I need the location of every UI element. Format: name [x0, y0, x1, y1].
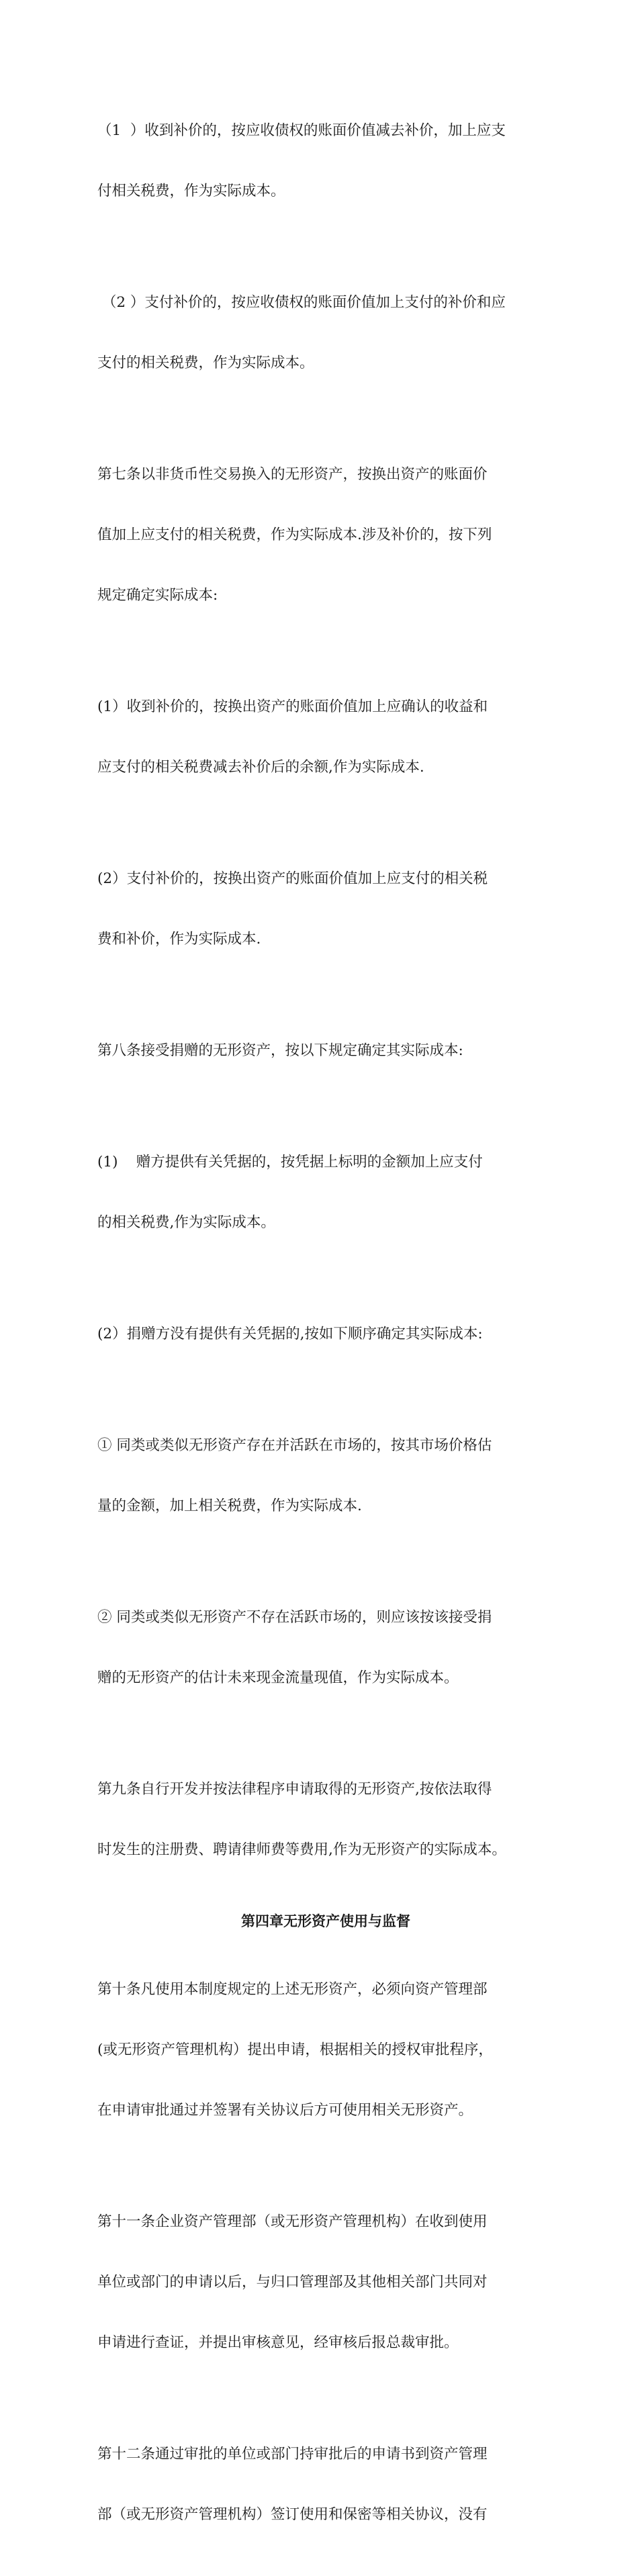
text-line: 第十一条企业资产管理部（或无形资产管理机构）在收到使用 [97, 2213, 488, 2230]
paragraph-8-item-1 [97, 1112, 554, 1273]
paragraph-article-7 [97, 424, 554, 646]
text-line: (2）支付补价的，按换出资产的账面价值加上应支付的相关税 [97, 870, 488, 887]
text-line: 在申请审批通过并签署有关协议后方可使用相关无形资产。 [97, 2102, 473, 2119]
text-line: 应支付的相关税费减去补价后的余额,作为实际成本. [97, 759, 424, 776]
paragraph-1 [97, 81, 554, 242]
text-line: ① 同类或类似无形资产存在并活跃在市场的，按其市场价格估 [97, 1437, 492, 1454]
paragraph-8-subitem-1 [97, 1395, 554, 1557]
text-line: 量的金额，加上相关税费，作为实际成本. [97, 1498, 362, 1514]
paragraph-article-12 [97, 2404, 554, 2565]
text-line: 第十条凡使用本制度规定的上述无形资产，必须向资产管理部 [97, 1981, 488, 1998]
text-line: 费和补价，作为实际成本. [97, 931, 261, 948]
text-line: ② 同类或类似无形资产不存在活跃市场的，则应该按该接受捐 [97, 1609, 492, 1626]
text-line: 值加上应支付的相关税费，作为实际成本.涉及补价的，按下列 [97, 526, 492, 543]
text-line: 的相关税费,作为实际成本。 [97, 1214, 275, 1231]
text-line: 第十二条通过审批的单位或部门持审批后的申请书到资产管理 [97, 2446, 488, 2463]
text-line: （2 ）支付补价的，按应收债权的账面价值加上支付的补价和应 [97, 294, 506, 311]
text-line: 赠的无形资产的估计未来现金流量现值，作为实际成本。 [97, 1669, 459, 1686]
text-line: 时发生的注册费、聘请律师费等费用,作为无形资产的实际成本。 [97, 1841, 506, 1858]
text-line: 第八条接受捐赠的无形资产，按以下规定确定其实际成本: [97, 1042, 463, 1059]
text-line: （1 ）收到补价的，按应收债权的账面价值减去补价，加上应支 [97, 122, 506, 139]
text-line: 申请进行查证，并提出审核意见，经审核后报总裁审批。 [97, 2334, 459, 2351]
text-line: (1) 赠方提供有关凭据的，按凭据上标明的金额加上应支付 [97, 1154, 483, 1170]
text-line: (或无形资产管理机构）提出申请，根据相关的授权审批程序， [97, 2041, 493, 2058]
chapter-heading: 第四章无形资产使用与监督 [241, 1913, 410, 1929]
text-line: 支付的相关税费，作为实际成本。 [97, 355, 314, 371]
paragraph-7-item-2 [97, 829, 554, 990]
paragraph-7-item-1 [97, 657, 554, 818]
document-body [97, 81, 554, 2576]
paragraph-article-9 [97, 1739, 554, 1900]
paragraph-8-item-2 [97, 1284, 554, 1385]
paragraph-article-10 [97, 1939, 554, 2161]
text-line: 规定确定实际成本: [97, 587, 218, 604]
text-line: 第七条以非货币性交易换入的无形资产，按换出资产的账面价 [97, 466, 488, 483]
text-line: 付相关税费，作为实际成本。 [97, 183, 285, 199]
text-line: 部（或无形资产管理机构）签订使用和保密等相关协议，没有 [97, 2506, 488, 2523]
text-line: (2）捐赠方没有提供有关凭据的,按如下顺序确定其实际成本: [97, 1326, 483, 1342]
text-line: 单位或部门的申请以后，与归口管理部及其他相关部门共同对 [97, 2274, 488, 2291]
paragraph-article-8 [97, 1001, 554, 1101]
paragraph-8-subitem-2 [97, 1567, 554, 1729]
text-line: 第九条自行开发并按法律程序申请取得的无形资产,按依法取得 [97, 1781, 492, 1798]
paragraph-2 [97, 252, 554, 414]
paragraph-article-11 [97, 2172, 554, 2393]
text-line: (1）收到补价的，按换出资产的账面价值加上应确认的收益和 [97, 698, 488, 715]
